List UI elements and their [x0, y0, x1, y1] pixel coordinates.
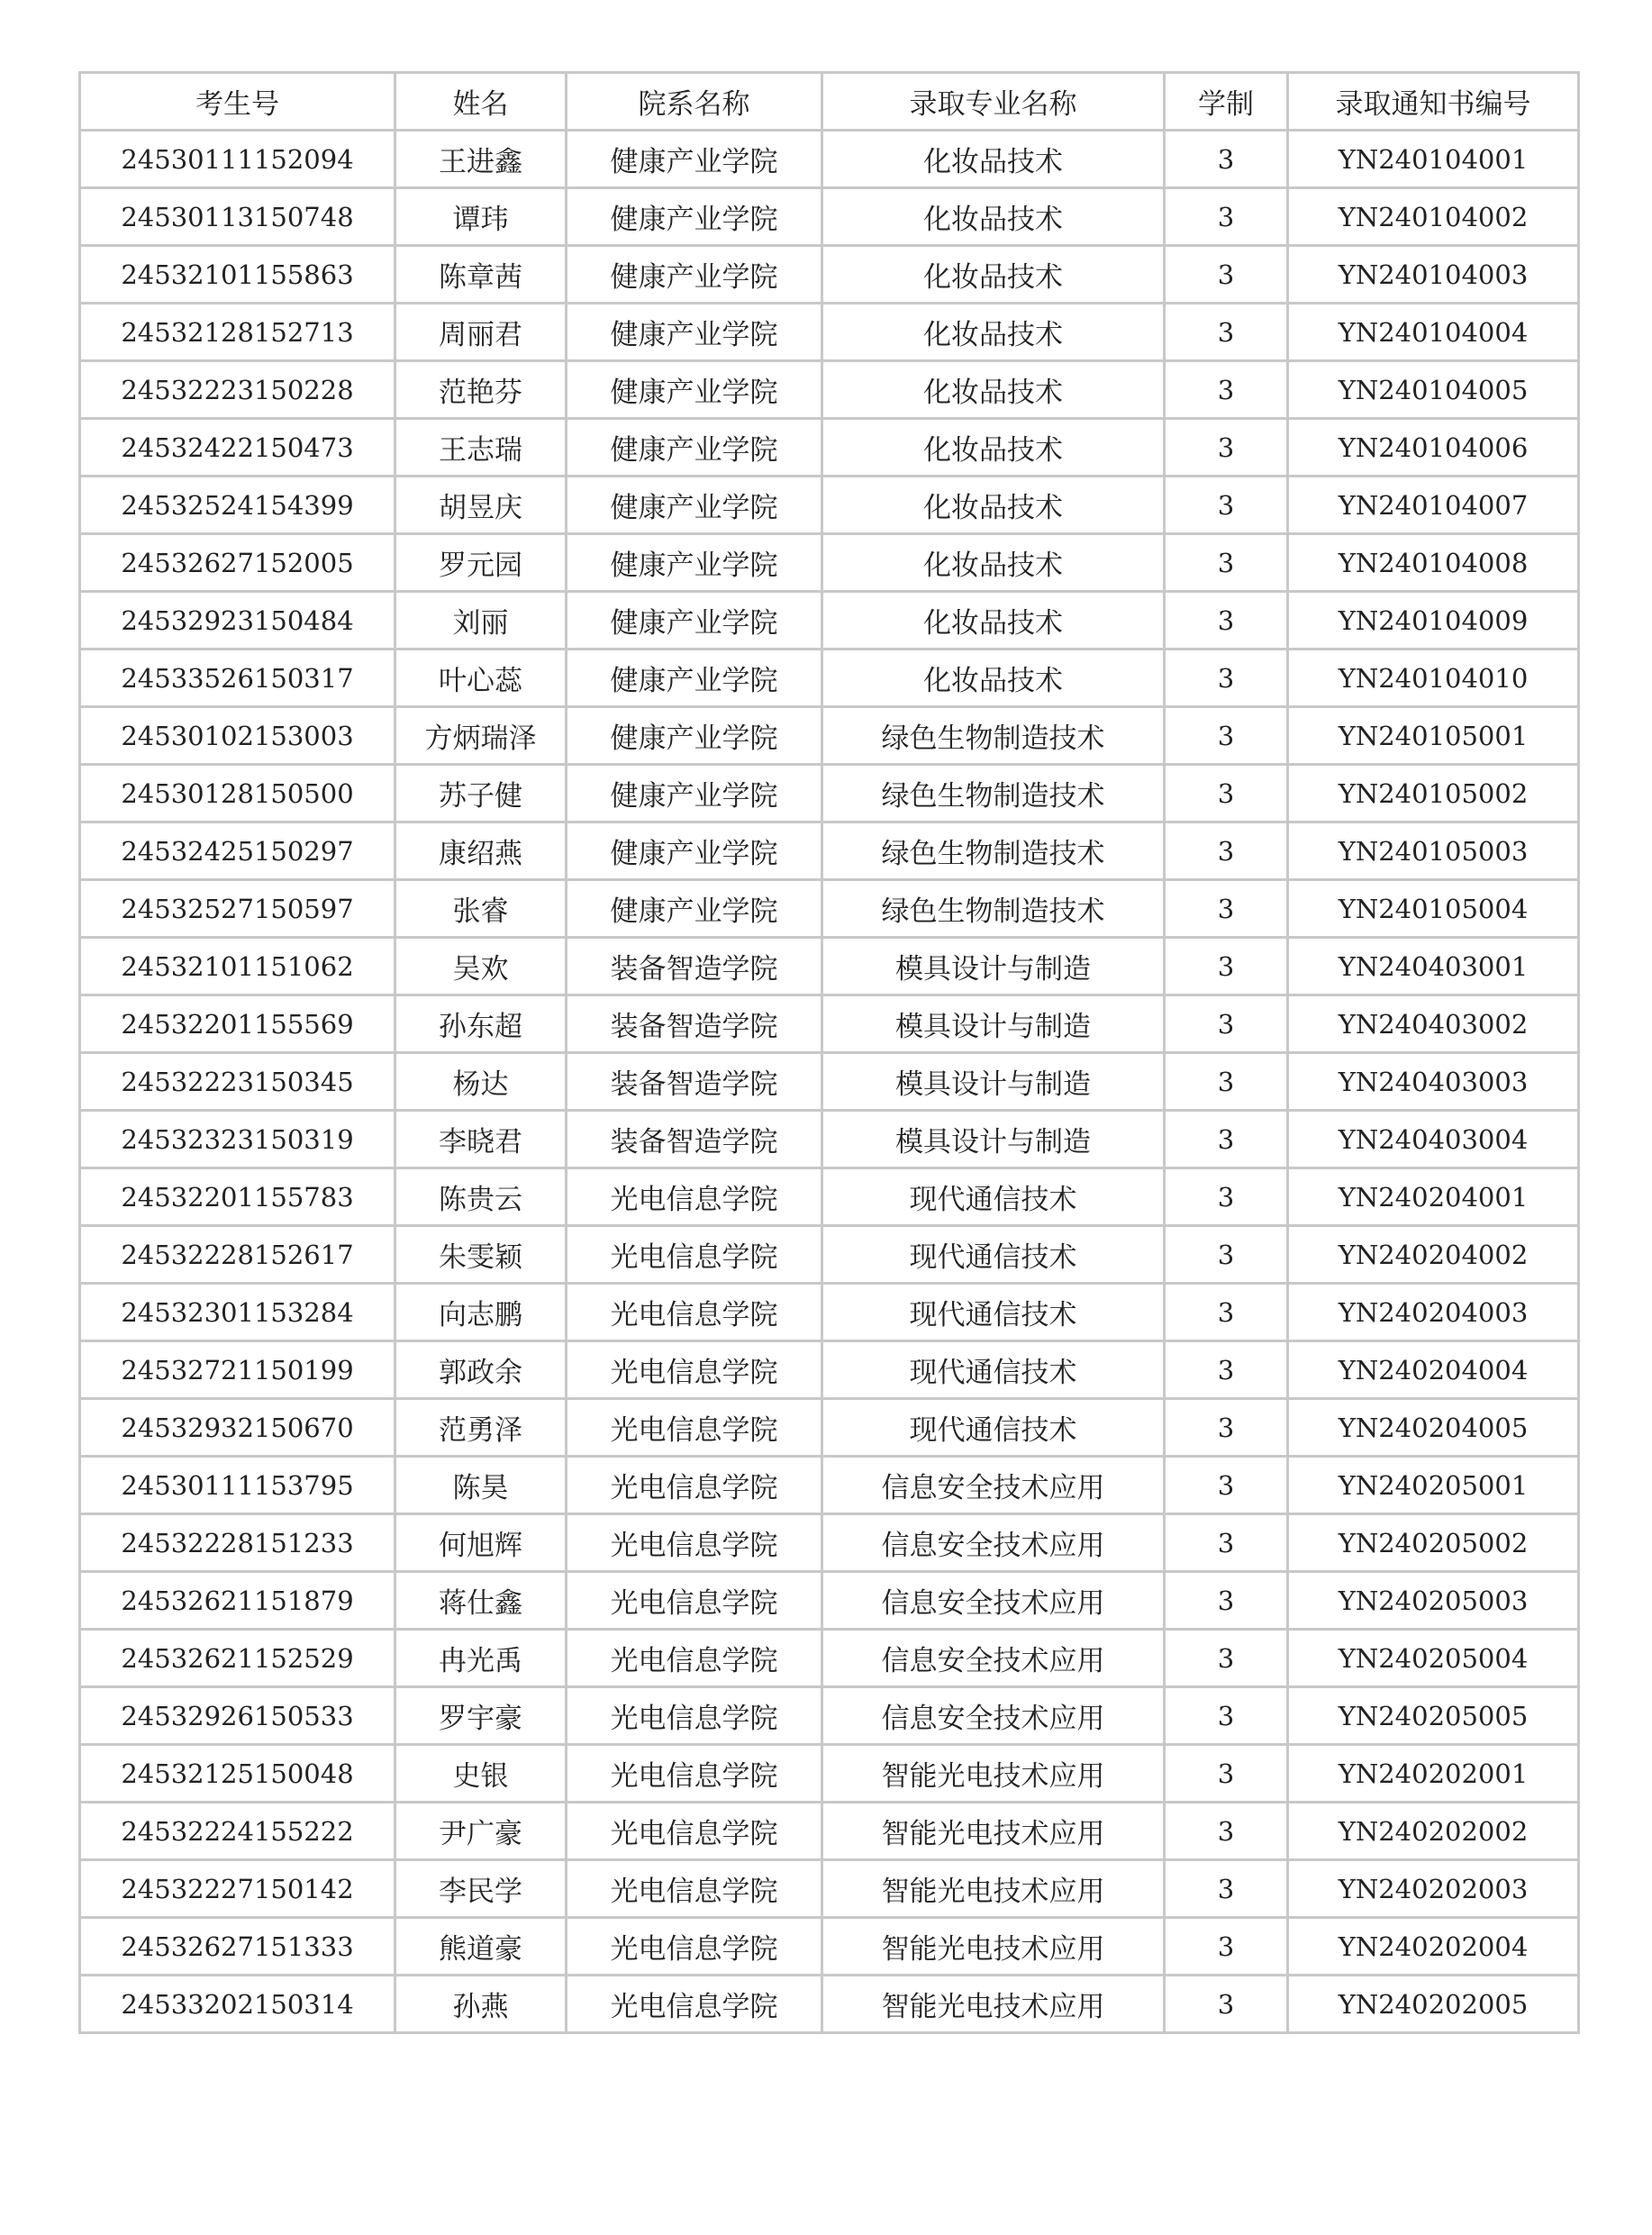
duration-cell: 3 [1165, 1687, 1288, 1745]
table-row [80, 246, 1579, 304]
notice-number-cell: YN240205001 [1288, 1457, 1579, 1514]
name-cell: 周丽君 [395, 304, 567, 361]
notice-number-cell: YN240105002 [1288, 765, 1579, 822]
name-cell: 罗元园 [395, 534, 567, 592]
table-row [80, 1457, 1579, 1514]
exam-id-cell: 24532201155783 [80, 1168, 395, 1226]
duration-cell: 3 [1165, 477, 1288, 534]
name-cell: 向志鹏 [395, 1284, 567, 1341]
college-cell: 光电信息学院 [567, 1168, 822, 1226]
table-row [80, 1226, 1579, 1284]
name-cell: 郭政余 [395, 1341, 567, 1399]
duration-cell: 3 [1165, 650, 1288, 707]
duration-cell: 3 [1165, 188, 1288, 246]
name-cell: 胡昱庆 [395, 477, 567, 534]
notice-number-cell: YN240104007 [1288, 477, 1579, 534]
notice-number-cell: YN240105003 [1288, 822, 1579, 880]
duration-cell: 3 [1165, 1111, 1288, 1168]
duration-cell: 3 [1165, 534, 1288, 592]
table-body [80, 131, 1579, 2033]
name-cell: 熊道豪 [395, 1918, 567, 1976]
table-row [80, 1572, 1579, 1630]
exam-id-cell: 24532228151233 [80, 1514, 395, 1572]
exam-id-cell: 24532621151879 [80, 1572, 395, 1630]
table-row [80, 1341, 1579, 1399]
major-cell: 模具设计与制造 [822, 938, 1165, 995]
major-cell: 化妆品技术 [822, 304, 1165, 361]
table-row [80, 880, 1579, 938]
notice-number-cell: YN240202004 [1288, 1918, 1579, 1976]
header-name: 姓名 [395, 73, 567, 131]
college-cell: 健康产业学院 [567, 592, 822, 650]
exam-id-cell: 24532527150597 [80, 880, 395, 938]
name-cell: 朱雯颖 [395, 1226, 567, 1284]
header-exam-id: 考生号 [80, 73, 395, 131]
notice-number-cell: YN240403001 [1288, 938, 1579, 995]
major-cell: 信息安全技术应用 [822, 1630, 1165, 1687]
duration-cell: 3 [1165, 1745, 1288, 1803]
college-cell: 健康产业学院 [567, 361, 822, 419]
duration-cell: 3 [1165, 246, 1288, 304]
notice-number-cell: YN240204002 [1288, 1226, 1579, 1284]
duration-cell: 3 [1165, 1630, 1288, 1687]
exam-id-cell: 24532621152529 [80, 1630, 395, 1687]
notice-number-cell: YN240104008 [1288, 534, 1579, 592]
notice-number-cell: YN240104010 [1288, 650, 1579, 707]
exam-id-cell: 24532524154399 [80, 477, 395, 534]
name-cell: 蒋仕鑫 [395, 1572, 567, 1630]
duration-cell: 3 [1165, 1918, 1288, 1976]
exam-id-cell: 24530111153795 [80, 1457, 395, 1514]
notice-number-cell: YN240202001 [1288, 1745, 1579, 1803]
major-cell: 现代通信技术 [822, 1399, 1165, 1457]
table-row [80, 707, 1579, 765]
table-row [80, 534, 1579, 592]
table-row [80, 477, 1579, 534]
notice-number-cell: YN240104009 [1288, 592, 1579, 650]
name-cell: 范艳芬 [395, 361, 567, 419]
header-major: 录取专业名称 [822, 73, 1165, 131]
table-row [80, 1860, 1579, 1918]
table-row [80, 419, 1579, 477]
major-cell: 现代通信技术 [822, 1341, 1165, 1399]
exam-id-cell: 24532323150319 [80, 1111, 395, 1168]
table-row [80, 1399, 1579, 1457]
college-cell: 健康产业学院 [567, 131, 822, 188]
duration-cell: 3 [1165, 938, 1288, 995]
college-cell: 光电信息学院 [567, 1399, 822, 1457]
name-cell: 王志瑞 [395, 419, 567, 477]
notice-number-cell: YN240204004 [1288, 1341, 1579, 1399]
notice-number-cell: YN240202003 [1288, 1860, 1579, 1918]
college-cell: 健康产业学院 [567, 304, 822, 361]
name-cell: 吴欢 [395, 938, 567, 995]
exam-id-cell: 24532301153284 [80, 1284, 395, 1341]
table-row [80, 995, 1579, 1053]
exam-id-cell: 24532125150048 [80, 1745, 395, 1803]
exam-id-cell: 24532228152617 [80, 1226, 395, 1284]
notice-number-cell: YN240403002 [1288, 995, 1579, 1053]
notice-number-cell: YN240104005 [1288, 361, 1579, 419]
exam-id-cell: 24532932150670 [80, 1399, 395, 1457]
major-cell: 信息安全技术应用 [822, 1514, 1165, 1572]
name-cell: 李晓君 [395, 1111, 567, 1168]
notice-number-cell: YN240104002 [1288, 188, 1579, 246]
name-cell: 张睿 [395, 880, 567, 938]
name-cell: 杨达 [395, 1053, 567, 1111]
duration-cell: 3 [1165, 304, 1288, 361]
duration-cell: 3 [1165, 131, 1288, 188]
exam-id-cell: 24532422150473 [80, 419, 395, 477]
exam-id-cell: 24532223150345 [80, 1053, 395, 1111]
name-cell: 孙燕 [395, 1976, 567, 2033]
notice-number-cell: YN240204003 [1288, 1284, 1579, 1341]
exam-id-cell: 24533202150314 [80, 1976, 395, 2033]
duration-cell: 3 [1165, 1860, 1288, 1918]
college-cell: 健康产业学院 [567, 765, 822, 822]
college-cell: 健康产业学院 [567, 880, 822, 938]
major-cell: 化妆品技术 [822, 592, 1165, 650]
college-cell: 健康产业学院 [567, 534, 822, 592]
college-cell: 光电信息学院 [567, 1860, 822, 1918]
college-cell: 光电信息学院 [567, 1457, 822, 1514]
name-cell: 冉光禹 [395, 1630, 567, 1687]
duration-cell: 3 [1165, 995, 1288, 1053]
college-cell: 健康产业学院 [567, 477, 822, 534]
college-cell: 健康产业学院 [567, 822, 822, 880]
table-row [80, 650, 1579, 707]
exam-id-cell: 24532201155569 [80, 995, 395, 1053]
notice-number-cell: YN240105004 [1288, 880, 1579, 938]
notice-number-cell: YN240104001 [1288, 131, 1579, 188]
table-row [80, 188, 1579, 246]
exam-id-cell: 24532223150228 [80, 361, 395, 419]
major-cell: 化妆品技术 [822, 419, 1165, 477]
name-cell: 史银 [395, 1745, 567, 1803]
duration-cell: 3 [1165, 1053, 1288, 1111]
exam-id-cell: 24532227150142 [80, 1860, 395, 1918]
major-cell: 模具设计与制造 [822, 1111, 1165, 1168]
duration-cell: 3 [1165, 1457, 1288, 1514]
major-cell: 化妆品技术 [822, 361, 1165, 419]
college-cell: 健康产业学院 [567, 246, 822, 304]
major-cell: 绿色生物制造技术 [822, 822, 1165, 880]
duration-cell: 3 [1165, 419, 1288, 477]
major-cell: 现代通信技术 [822, 1168, 1165, 1226]
name-cell: 孙东超 [395, 995, 567, 1053]
exam-id-cell: 24532425150297 [80, 822, 395, 880]
name-cell: 康绍燕 [395, 822, 567, 880]
name-cell: 谭玮 [395, 188, 567, 246]
major-cell: 现代通信技术 [822, 1226, 1165, 1284]
table-row [80, 361, 1579, 419]
name-cell: 罗宇豪 [395, 1687, 567, 1745]
table-row [80, 1111, 1579, 1168]
college-cell: 装备智造学院 [567, 995, 822, 1053]
table-row [80, 304, 1579, 361]
name-cell: 刘丽 [395, 592, 567, 650]
duration-cell: 3 [1165, 1341, 1288, 1399]
table-row [80, 1745, 1579, 1803]
notice-number-cell: YN240104006 [1288, 419, 1579, 477]
notice-number-cell: YN240205003 [1288, 1572, 1579, 1630]
duration-cell: 3 [1165, 361, 1288, 419]
college-cell: 健康产业学院 [567, 650, 822, 707]
duration-cell: 3 [1165, 1803, 1288, 1860]
duration-cell: 3 [1165, 822, 1288, 880]
major-cell: 智能光电技术应用 [822, 1745, 1165, 1803]
notice-number-cell: YN240105001 [1288, 707, 1579, 765]
table-row [80, 822, 1579, 880]
college-cell: 光电信息学院 [567, 1284, 822, 1341]
exam-id-cell: 24532627152005 [80, 534, 395, 592]
major-cell: 化妆品技术 [822, 131, 1165, 188]
major-cell: 化妆品技术 [822, 650, 1165, 707]
major-cell: 化妆品技术 [822, 188, 1165, 246]
duration-cell: 3 [1165, 1226, 1288, 1284]
major-cell: 化妆品技术 [822, 534, 1165, 592]
notice-number-cell: YN240202002 [1288, 1803, 1579, 1860]
major-cell: 绿色生物制造技术 [822, 765, 1165, 822]
exam-id-cell: 24530111152094 [80, 131, 395, 188]
table-row [80, 1284, 1579, 1341]
exam-id-cell: 24533526150317 [80, 650, 395, 707]
college-cell: 光电信息学院 [567, 1803, 822, 1860]
table-row [80, 1803, 1579, 1860]
header-duration: 学制 [1165, 73, 1288, 131]
exam-id-cell: 24530128150500 [80, 765, 395, 822]
table-row [80, 1168, 1579, 1226]
notice-number-cell: YN240104003 [1288, 246, 1579, 304]
college-cell: 光电信息学院 [567, 1514, 822, 1572]
table-row [80, 938, 1579, 995]
name-cell: 方炳瑞泽 [395, 707, 567, 765]
notice-number-cell: YN240202005 [1288, 1976, 1579, 2033]
header-row [80, 73, 1579, 131]
name-cell: 苏子健 [395, 765, 567, 822]
major-cell: 模具设计与制造 [822, 1053, 1165, 1111]
exam-id-cell: 24532101151062 [80, 938, 395, 995]
major-cell: 智能光电技术应用 [822, 1976, 1165, 2033]
table-row [80, 1053, 1579, 1111]
notice-number-cell: YN240204001 [1288, 1168, 1579, 1226]
major-cell: 绿色生物制造技术 [822, 707, 1165, 765]
college-cell: 光电信息学院 [567, 1226, 822, 1284]
college-cell: 健康产业学院 [567, 419, 822, 477]
major-cell: 化妆品技术 [822, 246, 1165, 304]
notice-number-cell: YN240205005 [1288, 1687, 1579, 1745]
table-row [80, 765, 1579, 822]
notice-number-cell: YN240205002 [1288, 1514, 1579, 1572]
major-cell: 信息安全技术应用 [822, 1457, 1165, 1514]
college-cell: 光电信息学院 [567, 1341, 822, 1399]
major-cell: 现代通信技术 [822, 1284, 1165, 1341]
major-cell: 绿色生物制造技术 [822, 880, 1165, 938]
table-row [80, 1514, 1579, 1572]
name-cell: 王进鑫 [395, 131, 567, 188]
name-cell: 李民学 [395, 1860, 567, 1918]
duration-cell: 3 [1165, 1572, 1288, 1630]
major-cell: 模具设计与制造 [822, 995, 1165, 1053]
college-cell: 光电信息学院 [567, 1572, 822, 1630]
exam-id-cell: 24532128152713 [80, 304, 395, 361]
table-row [80, 592, 1579, 650]
table-row [80, 131, 1579, 188]
name-cell: 范勇泽 [395, 1399, 567, 1457]
name-cell: 叶心蕊 [395, 650, 567, 707]
college-cell: 健康产业学院 [567, 188, 822, 246]
duration-cell: 3 [1165, 880, 1288, 938]
college-cell: 光电信息学院 [567, 1976, 822, 2033]
college-cell: 装备智造学院 [567, 938, 822, 995]
notice-number-cell: YN240403004 [1288, 1111, 1579, 1168]
duration-cell: 3 [1165, 1284, 1288, 1341]
table-row [80, 1687, 1579, 1745]
major-cell: 智能光电技术应用 [822, 1918, 1165, 1976]
notice-number-cell: YN240204005 [1288, 1399, 1579, 1457]
name-cell: 尹广豪 [395, 1803, 567, 1860]
exam-id-cell: 24532224155222 [80, 1803, 395, 1860]
header-college: 院系名称 [567, 73, 822, 131]
exam-id-cell: 24532926150533 [80, 1687, 395, 1745]
exam-id-cell: 24532923150484 [80, 592, 395, 650]
college-cell: 光电信息学院 [567, 1630, 822, 1687]
exam-id-cell: 24530113150748 [80, 188, 395, 246]
table-row [80, 1976, 1579, 2033]
exam-id-cell: 24532721150199 [80, 1341, 395, 1399]
name-cell: 陈昊 [395, 1457, 567, 1514]
header-notice-number: 录取通知书编号 [1288, 73, 1579, 131]
major-cell: 智能光电技术应用 [822, 1803, 1165, 1860]
major-cell: 信息安全技术应用 [822, 1572, 1165, 1630]
exam-id-cell: 24532101155863 [80, 246, 395, 304]
notice-number-cell: YN240403003 [1288, 1053, 1579, 1111]
college-cell: 光电信息学院 [567, 1745, 822, 1803]
table-row [80, 1630, 1579, 1687]
duration-cell: 3 [1165, 1399, 1288, 1457]
duration-cell: 3 [1165, 765, 1288, 822]
exam-id-cell: 24530102153003 [80, 707, 395, 765]
notice-number-cell: YN240205004 [1288, 1630, 1579, 1687]
college-cell: 装备智造学院 [567, 1111, 822, 1168]
major-cell: 化妆品技术 [822, 477, 1165, 534]
college-cell: 光电信息学院 [567, 1918, 822, 1976]
duration-cell: 3 [1165, 1168, 1288, 1226]
college-cell: 装备智造学院 [567, 1053, 822, 1111]
college-cell: 光电信息学院 [567, 1687, 822, 1745]
name-cell: 何旭辉 [395, 1514, 567, 1572]
major-cell: 智能光电技术应用 [822, 1860, 1165, 1918]
admission-table [78, 71, 1580, 2034]
duration-cell: 3 [1165, 1976, 1288, 2033]
exam-id-cell: 24532627151333 [80, 1918, 395, 1976]
notice-number-cell: YN240104004 [1288, 304, 1579, 361]
college-cell: 健康产业学院 [567, 707, 822, 765]
name-cell: 陈贵云 [395, 1168, 567, 1226]
name-cell: 陈章茜 [395, 246, 567, 304]
duration-cell: 3 [1165, 592, 1288, 650]
table-row [80, 1918, 1579, 1976]
duration-cell: 3 [1165, 707, 1288, 765]
major-cell: 信息安全技术应用 [822, 1687, 1165, 1745]
duration-cell: 3 [1165, 1514, 1288, 1572]
